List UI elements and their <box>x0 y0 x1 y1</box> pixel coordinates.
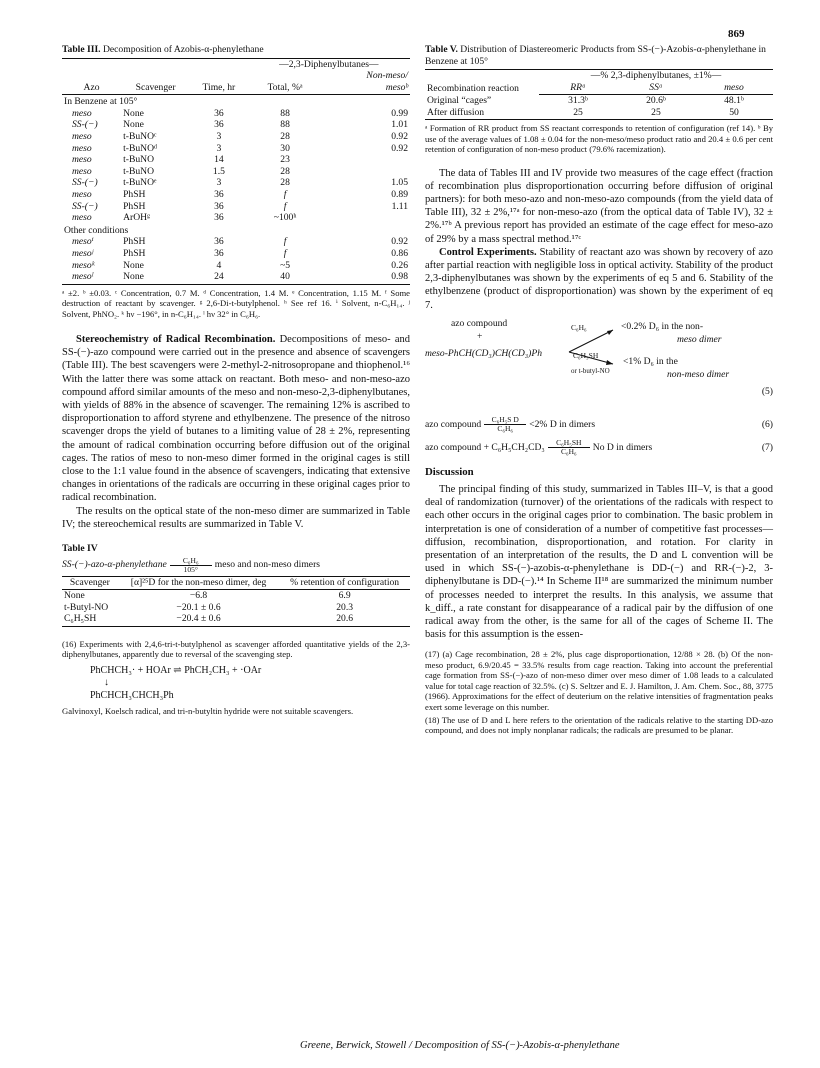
table-cell: meso <box>72 189 92 201</box>
table-cell <box>323 166 411 178</box>
discussion-text: The principal finding of this study, summarized in Tables III–V, is that a good deal of randomization (turnover) of the orientations of the radicals with respect to each other occurs in the original cages prior to combination. The basic problem in interpretation is one of consideration of a number of competitive fast processes—diffusion, recombination, disproportionation, and rotation. For clarity in presentation of an interpretation of the results, the D and L convention will be used in which SS-(−)-azobis-α-phenylethane is DD-(−) and RR-(−)-2, 3-diphenylbutane is DD-(−).¹⁴ In Scheme II¹⁸ are summarized the minimum number of processes needed to interpret the results. In this analysis, we assume that k_diff., a rate constant for disappearance of a radical pair by the diffusion of one radical away from the other, is the same for all of the cages of Scheme II. The basis for this assumption is the essen- <box>425 484 773 641</box>
eq6-arrow <box>484 416 526 433</box>
table3-section-other: Other conditions <box>64 224 129 236</box>
table-cell: 20.6ᵇ <box>646 95 666 107</box>
table-row <box>62 189 410 201</box>
equilibrium-arrow-icon: ⇌ <box>173 664 185 676</box>
table-row <box>62 271 410 284</box>
discussion-heading: Discussion <box>425 465 474 478</box>
table4-caption <box>62 543 410 574</box>
table4-arrow <box>170 557 212 574</box>
table-cell: f <box>283 189 287 201</box>
table-row <box>62 602 410 614</box>
table-cell: ~5 <box>280 259 291 271</box>
table-cell: 36 <box>214 119 224 131</box>
left-column <box>62 44 410 716</box>
page-number: 869 <box>728 28 745 40</box>
table-section-row <box>62 95 410 108</box>
table-cell: 14 <box>214 154 224 166</box>
table-row <box>62 131 410 143</box>
table4-reactant: SS-(−)-azo-α-phenylethane <box>62 559 167 571</box>
table3-label: Table III. <box>62 44 101 55</box>
table-cell: 20.6 <box>279 613 410 626</box>
table-row <box>62 236 410 248</box>
eq5-result1-b: meso dimer <box>677 333 722 345</box>
table-cell: t-Butyl-NO <box>64 601 109 613</box>
table-cell: 36 <box>214 189 224 201</box>
table-cell: 0.86 <box>391 248 408 259</box>
table4-product: meso and non-meso dimers <box>214 559 320 571</box>
table4-arrow-bottom: 105° <box>183 564 198 574</box>
table4-label: Table IV <box>62 543 98 555</box>
footnote-16-tail: Galvinoxyl, Koelsch radical, and tri-n-butyltin hydride were not suitable scavengers. <box>62 705 354 716</box>
table-cell: 28 <box>280 165 290 177</box>
scheme-right: PhCH₂CH₃ + ·OAr <box>184 664 262 676</box>
table3-footnote: ᵃ ±2. ᵇ ±0.03. ᶜ Concentration, 0.7 M. ᵈ Concentration, 1.4 M. ᵉ Concentration, 1.15 M. ᶠ Some destruction of reactant by scavenger. ᵍ 2,6-Di-t-butylphenol. ʰ See ref 16. ⁱ Solvent, n-C₆H₁₄. ʲ Solvent, PhNO₂. ᵏ hν −196°, in n-C₆H₁₄. ˡ hν 32° in C₆H₆. <box>62 287 410 319</box>
table-row <box>62 143 410 155</box>
table-row <box>62 119 410 131</box>
table-cell: 25 <box>617 107 695 120</box>
table-cell: PhSH <box>123 248 146 259</box>
eq5-reactant: azo compound <box>451 317 508 329</box>
eq5-result2-a: <1% D₆ in the <box>623 355 678 367</box>
table-row <box>425 95 773 107</box>
table5-title: Distribution of Diastereomeric Products from SS-(−)-Azobis-α-phenylethane in Benzene at 105° <box>425 44 766 67</box>
eq5-result1-a: <0.2% D₆ in the non- <box>621 320 704 332</box>
table-cell: 40 <box>248 271 323 284</box>
table-cell: 36 <box>214 212 224 224</box>
scheme-left: PhCHCH₃· + HOAr <box>90 664 171 676</box>
table5-header-group: —% 2,3-diphenylbutanes, ±1%— <box>539 70 773 82</box>
table-cell: 1.5 <box>212 165 225 177</box>
table-cell: −20.4 ± 0.6 <box>118 613 279 626</box>
table-cell: PhSH <box>123 200 146 212</box>
table-cell: None <box>123 119 144 131</box>
table-cell: None <box>121 271 190 284</box>
table4-header: Scavenger <box>62 576 118 590</box>
table-cell: meso <box>72 212 92 224</box>
table3-header: Total, %ᵃ <box>248 82 323 95</box>
eq5-plus: + <box>477 330 483 342</box>
table-cell: SS-(−) <box>72 119 98 131</box>
table-cell: 36 <box>214 107 224 119</box>
table5-subheader: RRᵃ <box>539 82 617 95</box>
eq5-result2-b: non-meso dimer <box>667 368 730 380</box>
eq5-number: (5) <box>761 385 773 397</box>
control-heading: Control Experiments. <box>439 246 537 258</box>
table-cell: t-BuNO <box>123 154 155 166</box>
right-column <box>425 44 773 736</box>
table-row <box>62 201 410 213</box>
table-cell: 36 <box>214 200 224 212</box>
table-cell: 0.89 <box>391 189 408 201</box>
table-cell: SS-(−) <box>72 177 98 189</box>
table3-caption <box>62 44 410 56</box>
table5-footnote: ᵃ Formation of RR product from SS reactant corresponds to retention of configuration (ref 14). ᵇ By use of the average values of 1.08 ± 0.04 for the non-meso/meso product ratio and 20.4 ± 0.6 per cent retention of configuration of non-meso product (79.6% racemization). <box>425 123 773 155</box>
table-cell: mesoʲ <box>72 248 94 259</box>
table4-header: % retention of configuration <box>279 576 410 590</box>
table5-caption <box>425 44 773 67</box>
table4-arrow-top: C₆H₆ <box>170 557 212 566</box>
table-row <box>62 177 410 189</box>
control-text: Stability of reactant azo was shown by recovery of azo after partial reaction with negligible loss in optical activity. Stability of the product 2,3-diphenylbutanes was shown by the experiments of eq 5 and 6. Stability of the ethylbenzene (product of disproportionation) was shown by the experiment of eq 7. <box>425 246 773 311</box>
table3-section-benzene: In Benzene at 105° <box>64 96 138 108</box>
table4 <box>62 576 410 627</box>
running-footer: Greene, Berwick, Stowell / Decomposition of SS-(−)-Azobis-α-phenylethane <box>300 1040 620 1051</box>
stereo-paragraph-2: The results on the optical state of the non-meso dimer are summarized in Table IV; the stereochemical results are summarized in Table V. <box>62 505 410 530</box>
equation-7 <box>425 439 773 456</box>
table-cell: After diffusion <box>425 107 539 120</box>
table-cell: SS-(−) <box>72 200 98 212</box>
table-cell: meso <box>72 165 92 177</box>
table-cell: 1.11 <box>391 200 408 212</box>
table-cell: None <box>64 590 85 602</box>
eq6-number: (6) <box>761 418 773 430</box>
table5-subheader: SSᵃ <box>617 82 695 95</box>
table-cell: 36 <box>214 248 224 259</box>
footnote-18: (18) The use of D and L here refers to the orientation of the radicals relative to the starting DD-azo compound, and does not imply nonplanar radicals; the radicals are presumed to be planar. <box>425 714 773 736</box>
table-cell: 3 <box>216 131 222 143</box>
table-row <box>62 613 410 626</box>
table-cell: 23 <box>280 154 290 166</box>
eq7-right: No D in dimers <box>592 441 653 453</box>
table-section-row <box>62 224 410 237</box>
table-cell: mesoⁱ <box>72 236 94 248</box>
table-cell: PhSH <box>123 236 146 248</box>
table-cell: None <box>123 259 144 271</box>
table-cell: mesoᵏ <box>72 259 95 271</box>
table3 <box>62 58 410 285</box>
table-cell: meso <box>72 131 92 143</box>
table-cell: 48.1ᵇ <box>724 95 744 107</box>
eq5-branch-arrows <box>567 324 617 372</box>
table-cell: 28 <box>280 131 290 143</box>
table-cell: 1.05 <box>391 177 408 189</box>
table-cell: C₆H₅SH <box>62 613 118 626</box>
table-cell: 30 <box>280 142 290 154</box>
eq6-arrow-top: C₆H₅S D <box>484 416 526 425</box>
eq7-arrow-bottom: C₆H₆ <box>560 446 577 456</box>
table-cell: 28 <box>280 177 290 189</box>
table-cell: t-BuNOᵉ <box>123 177 157 189</box>
table5-header-left: Recombination reaction <box>425 70 539 95</box>
stereo-paragraph <box>62 333 410 505</box>
table-row <box>62 154 410 166</box>
table-cell: Original “cages” <box>427 95 492 107</box>
table-cell: 0.92 <box>391 236 408 248</box>
table-cell: −20.1 ± 0.6 <box>176 601 221 613</box>
table-cell: 24 <box>190 271 248 284</box>
table-cell <box>323 154 411 166</box>
table3-header: Scavenger <box>121 82 190 95</box>
eq7-left: azo compound + C₆H₅CH₂CD₃ <box>425 441 545 453</box>
equation-6 <box>425 416 773 433</box>
eq7-arrow <box>548 439 590 456</box>
stereo-heading: Stereochemistry of Radical Recombination. <box>76 334 276 345</box>
eq7-number: (7) <box>761 441 773 453</box>
eq5-arrow1-label: C₆H₆ <box>571 322 587 332</box>
eq5-arrow2-label-a: C₆H₅SH <box>573 350 599 360</box>
table-row <box>62 248 410 260</box>
table-cell: t-BuNO <box>123 165 155 177</box>
table3-header: mesoᵇ <box>323 82 411 95</box>
table-cell: 3 <box>216 177 222 189</box>
table-cell: 36 <box>214 236 224 248</box>
table-cell: f <box>283 236 287 248</box>
table-cell: t-BuNOᵈ <box>123 142 157 154</box>
footnote-16-scheme <box>90 664 410 702</box>
table-cell <box>323 212 411 224</box>
table-cell: f <box>283 200 287 212</box>
table-cell: meso <box>72 142 92 154</box>
table3-nonmeso-header: Non-meso/ <box>366 70 408 82</box>
table-cell: PhSH <box>123 189 146 201</box>
footnote-16: (16) Experiments with 2,4,6-tri-t-butylphenol as scavenger afforded quantitative yields of the 2,3-diphenylbutanes, apparently due to reversal of the scavenging step. <box>62 638 410 660</box>
table-cell: ArOHᵍ <box>123 212 150 224</box>
table-row <box>62 212 410 224</box>
table-cell: 50 <box>695 107 773 120</box>
eq5-dimer: meso-PhCH(CD₃)CH(CD₃)Ph <box>425 347 542 359</box>
table-cell: 0.92 <box>391 142 408 154</box>
table3-header: Azo <box>62 82 121 95</box>
table3-header: Time, hr <box>190 82 248 95</box>
table-row <box>62 590 410 602</box>
table-row <box>62 260 410 272</box>
table-cell: None <box>123 107 144 119</box>
table-cell: 25 <box>539 107 617 120</box>
table-cell: 4 <box>216 259 222 271</box>
table-cell: 3 <box>216 142 222 154</box>
table-cell: 20.3 <box>336 601 354 613</box>
table-row <box>62 108 410 120</box>
footnote-17: (17) (a) Cage recombination, 28 ± 2%, plus cage disproportionation, 12/88 × 28. (b) Of the non-meso product, 6.9/20.45 = 33.5% results from cage reaction. Taking into account the preferential cage formation from SS-(−)-azo of non-meso dimer over meso dimer of 1.08 leads to a calculated value for total cage reaction of 32.5%. (c) S. Seltzer and E. J. Hamilton, J. Am. Chem. Soc., 88, 3775 (1966). Approximations for the effect of deuterium on the relative intensities of fragmentation peaks exert some leverage on this number. <box>425 649 773 712</box>
down-arrow-icon: ↓ <box>104 676 109 688</box>
table-cell: 31.3ᵇ <box>568 95 588 107</box>
table-cell: t-BuNOᶜ <box>123 131 157 143</box>
table-cell: 0.98 <box>323 271 411 284</box>
table-row <box>425 107 773 120</box>
table5-subheader: meso <box>695 82 773 95</box>
eq5-arrow2-label-b: or t-butyl-NO <box>571 366 610 375</box>
eq6-arrow-bottom: C₆H₆ <box>497 423 514 433</box>
table-cell: 0.92 <box>391 131 408 143</box>
eq7-arrow-top: C₆H₅SH <box>548 439 590 448</box>
table4-header: [α]²⁵D for the non-meso dimer, deg <box>118 576 279 590</box>
table-cell: −6.8 <box>189 590 208 602</box>
cage-effect-paragraph: The data of Tables III and IV provide two measures of the cage effect (fraction of recombination plus disproportionation occurring before diffusion of original partners): for both meso-azo and non-meso-azo compounds (from the yield data of Table III), 32 ± 2%,¹⁷ᵃ for non-meso-azo (from the optical data of Table IV), 32 ± 2%.¹⁷ᵇ A previous report has provided an estimate of the cage effect for meso-azo of 29% by a mass spectral method.¹⁷ᶜ <box>425 167 773 245</box>
table-cell: 88 <box>280 107 290 119</box>
table-cell: 0.26 <box>391 259 408 271</box>
table-cell: mesoˡ <box>62 271 121 284</box>
table-cell: f <box>283 248 287 259</box>
table-cell: 1.01 <box>391 119 408 131</box>
table5-label: Table V. <box>425 44 458 55</box>
eq6-left: azo compound <box>425 418 482 430</box>
table3-title: Decomposition of Azobis-α-phenylethane <box>102 44 264 55</box>
table3-group-header: —2,3-Diphenylbutanes— <box>248 58 410 70</box>
table-row <box>62 166 410 178</box>
table-cell: 6.9 <box>338 590 351 602</box>
scheme-product: PhCHCH₃CHCH₃Ph <box>90 689 174 701</box>
eq6-right: <2% D in dimers <box>529 418 596 430</box>
table-cell: 0.99 <box>391 107 408 119</box>
table-cell: meso <box>72 154 92 166</box>
table-cell: meso <box>72 107 92 119</box>
control-paragraph <box>425 246 773 312</box>
equation-5 <box>425 318 773 410</box>
table-cell: ~100ʰ <box>273 212 297 224</box>
table5 <box>425 69 773 120</box>
stereo-text: Decompositions of meso- and SS-(−)-azo compound were carried out in the presence and absence of scavengers (Table III). The best scavengers were 2-methyl-2-nitrosopropane and thiophenol.¹⁶ With the latter there was some attack on reactant. Both meso- and non-meso-azo compound afford similar amounts of the meso and non-meso-2,3-diphenylbutanes, with yields of 88% in the absence of scavenger. The remaining 12% is ascribed to disproportionation to afford styrene and ethylbenzene. The presence of the nitroso scavenger drops the yield of butanes to a limiting value of 28 ± 2%, representing the amount of radical combination occurring before diffusion out of the original cages. The ratios of meso to non-meso dimer formed in the original cages is still close to the 1:1 value found in the absence of scavengers, indicating that extensive changes in orientations of the radicals are occurring in these original cages prior to radical recombination. <box>62 334 411 504</box>
table-cell: 88 <box>280 119 290 131</box>
